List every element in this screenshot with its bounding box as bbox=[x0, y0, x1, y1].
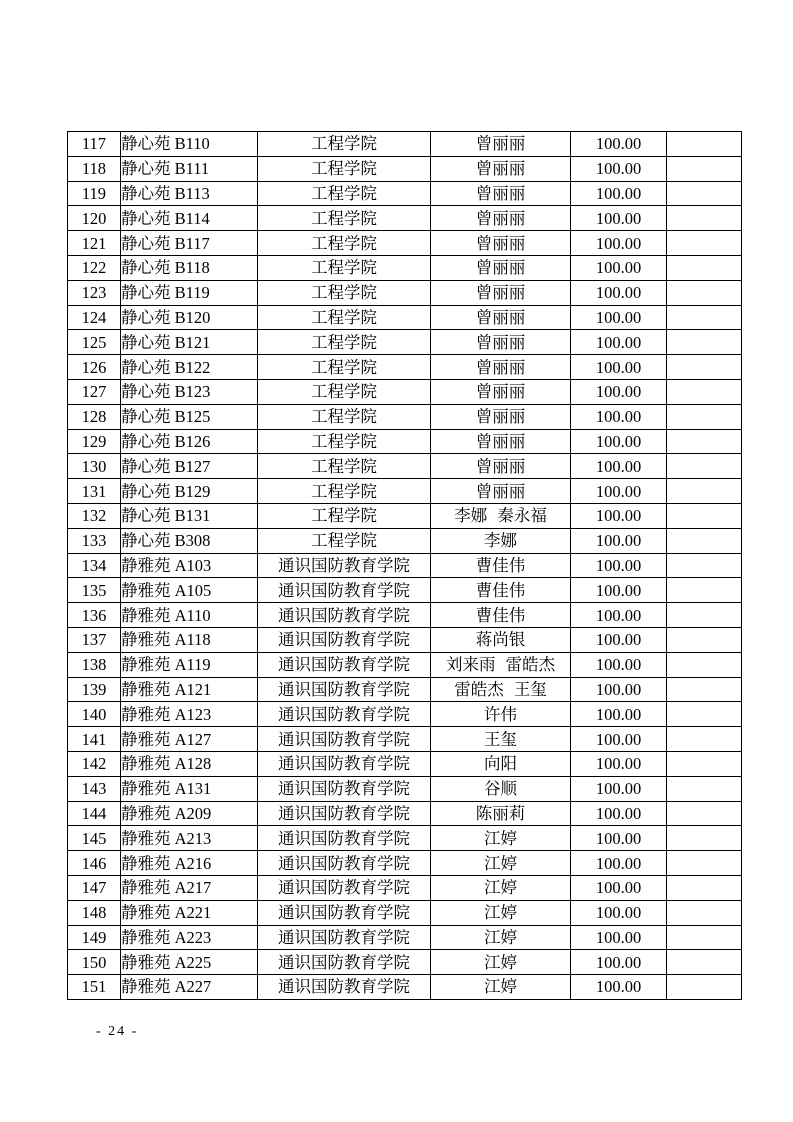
note-cell bbox=[667, 776, 742, 801]
person-cell: 曾丽丽 bbox=[431, 330, 571, 355]
room-cell: 静雅苑 A213 bbox=[121, 826, 258, 851]
row-number: 132 bbox=[68, 503, 121, 528]
table-row bbox=[68, 975, 742, 1000]
table-row bbox=[68, 826, 742, 851]
room-cell: 静心苑 B123 bbox=[121, 379, 258, 404]
row-number: 141 bbox=[68, 727, 121, 752]
row-number: 131 bbox=[68, 479, 121, 504]
room-cell: 静雅苑 A209 bbox=[121, 801, 258, 826]
score-cell: 100.00 bbox=[571, 330, 667, 355]
room-cell: 静心苑 B127 bbox=[121, 454, 258, 479]
row-number: 144 bbox=[68, 801, 121, 826]
person-cell: 曾丽丽 bbox=[431, 280, 571, 305]
table-row bbox=[68, 231, 742, 256]
room-cell: 静雅苑 A225 bbox=[121, 950, 258, 975]
person-cell: 向阳 bbox=[431, 751, 571, 776]
table-row bbox=[68, 776, 742, 801]
row-number: 151 bbox=[68, 975, 121, 1000]
person-cell: 李娜 秦永福 bbox=[431, 503, 571, 528]
table-row bbox=[68, 156, 742, 181]
room-cell: 静雅苑 A227 bbox=[121, 975, 258, 1000]
college-cell: 通识国防教育学院 bbox=[258, 776, 431, 801]
note-cell bbox=[667, 181, 742, 206]
note-cell bbox=[667, 975, 742, 1000]
score-cell: 100.00 bbox=[571, 826, 667, 851]
table-row bbox=[68, 181, 742, 206]
row-number: 128 bbox=[68, 404, 121, 429]
college-cell: 工程学院 bbox=[258, 503, 431, 528]
person-cell: 江婷 bbox=[431, 851, 571, 876]
college-cell: 工程学院 bbox=[258, 454, 431, 479]
person-cell: 江婷 bbox=[431, 826, 571, 851]
table-row bbox=[68, 925, 742, 950]
note-cell bbox=[667, 851, 742, 876]
table-row bbox=[68, 751, 742, 776]
college-cell: 工程学院 bbox=[258, 355, 431, 380]
score-cell: 100.00 bbox=[571, 132, 667, 157]
row-number: 146 bbox=[68, 851, 121, 876]
room-cell: 静心苑 B308 bbox=[121, 528, 258, 553]
table-row bbox=[68, 355, 742, 380]
room-cell: 静雅苑 A105 bbox=[121, 578, 258, 603]
college-cell: 通识国防教育学院 bbox=[258, 801, 431, 826]
person-cell: 雷皓杰 王玺 bbox=[431, 677, 571, 702]
score-cell: 100.00 bbox=[571, 503, 667, 528]
college-cell: 通识国防教育学院 bbox=[258, 603, 431, 628]
row-number: 127 bbox=[68, 379, 121, 404]
row-number: 120 bbox=[68, 206, 121, 231]
score-cell: 100.00 bbox=[571, 379, 667, 404]
row-number: 123 bbox=[68, 280, 121, 305]
college-cell: 工程学院 bbox=[258, 528, 431, 553]
person-cell: 江婷 bbox=[431, 950, 571, 975]
row-number: 122 bbox=[68, 255, 121, 280]
table-row bbox=[68, 603, 742, 628]
note-cell bbox=[667, 156, 742, 181]
note-cell bbox=[667, 603, 742, 628]
room-cell: 静心苑 B120 bbox=[121, 305, 258, 330]
score-cell: 100.00 bbox=[571, 255, 667, 280]
person-cell: 曾丽丽 bbox=[431, 156, 571, 181]
college-cell: 工程学院 bbox=[258, 429, 431, 454]
note-cell bbox=[667, 826, 742, 851]
table-row bbox=[68, 875, 742, 900]
note-cell bbox=[667, 727, 742, 752]
room-cell: 静心苑 B119 bbox=[121, 280, 258, 305]
dormitory-score-table bbox=[67, 131, 742, 1000]
room-cell: 静心苑 B126 bbox=[121, 429, 258, 454]
score-cell: 100.00 bbox=[571, 231, 667, 256]
person-cell: 江婷 bbox=[431, 925, 571, 950]
row-number: 133 bbox=[68, 528, 121, 553]
room-cell: 静心苑 B117 bbox=[121, 231, 258, 256]
college-cell: 通识国防教育学院 bbox=[258, 900, 431, 925]
row-number: 138 bbox=[68, 652, 121, 677]
room-cell: 静心苑 B114 bbox=[121, 206, 258, 231]
score-cell: 100.00 bbox=[571, 727, 667, 752]
college-cell: 通识国防教育学院 bbox=[258, 702, 431, 727]
note-cell bbox=[667, 702, 742, 727]
note-cell bbox=[667, 950, 742, 975]
table-row bbox=[68, 379, 742, 404]
row-number: 150 bbox=[68, 950, 121, 975]
note-cell bbox=[667, 875, 742, 900]
person-cell: 曾丽丽 bbox=[431, 479, 571, 504]
note-cell bbox=[667, 330, 742, 355]
page-number: - 24 - bbox=[96, 1024, 139, 1039]
score-cell: 100.00 bbox=[571, 875, 667, 900]
room-cell: 静雅苑 A217 bbox=[121, 875, 258, 900]
score-cell: 100.00 bbox=[571, 801, 667, 826]
table-row bbox=[68, 702, 742, 727]
table-row bbox=[68, 627, 742, 652]
score-cell: 100.00 bbox=[571, 454, 667, 479]
room-cell: 静雅苑 A123 bbox=[121, 702, 258, 727]
note-cell bbox=[667, 677, 742, 702]
score-cell: 100.00 bbox=[571, 528, 667, 553]
person-cell: 曾丽丽 bbox=[431, 429, 571, 454]
room-cell: 静心苑 B113 bbox=[121, 181, 258, 206]
table-row bbox=[68, 503, 742, 528]
row-number: 145 bbox=[68, 826, 121, 851]
person-cell: 曾丽丽 bbox=[431, 454, 571, 479]
score-cell: 100.00 bbox=[571, 404, 667, 429]
college-cell: 工程学院 bbox=[258, 305, 431, 330]
college-cell: 通识国防教育学院 bbox=[258, 851, 431, 876]
score-cell: 100.00 bbox=[571, 553, 667, 578]
score-cell: 100.00 bbox=[571, 479, 667, 504]
note-cell bbox=[667, 900, 742, 925]
college-cell: 通识国防教育学院 bbox=[258, 553, 431, 578]
row-number: 121 bbox=[68, 231, 121, 256]
table-row bbox=[68, 652, 742, 677]
table-row bbox=[68, 255, 742, 280]
note-cell bbox=[667, 231, 742, 256]
room-cell: 静心苑 B121 bbox=[121, 330, 258, 355]
table-row bbox=[68, 330, 742, 355]
score-cell: 100.00 bbox=[571, 280, 667, 305]
room-cell: 静雅苑 A223 bbox=[121, 925, 258, 950]
room-cell: 静心苑 B131 bbox=[121, 503, 258, 528]
row-number: 126 bbox=[68, 355, 121, 380]
person-cell: 许伟 bbox=[431, 702, 571, 727]
table-row bbox=[68, 305, 742, 330]
row-number: 124 bbox=[68, 305, 121, 330]
person-cell: 曾丽丽 bbox=[431, 305, 571, 330]
person-cell: 江婷 bbox=[431, 975, 571, 1000]
score-cell: 100.00 bbox=[571, 776, 667, 801]
college-cell: 通识国防教育学院 bbox=[258, 677, 431, 702]
row-number: 139 bbox=[68, 677, 121, 702]
note-cell bbox=[667, 801, 742, 826]
room-cell: 静雅苑 A221 bbox=[121, 900, 258, 925]
score-cell: 100.00 bbox=[571, 652, 667, 677]
room-cell: 静雅苑 A118 bbox=[121, 627, 258, 652]
row-number: 135 bbox=[68, 578, 121, 603]
note-cell bbox=[667, 751, 742, 776]
note-cell bbox=[667, 578, 742, 603]
person-cell: 谷顺 bbox=[431, 776, 571, 801]
note-cell bbox=[667, 404, 742, 429]
note-cell bbox=[667, 280, 742, 305]
score-cell: 100.00 bbox=[571, 206, 667, 231]
person-cell: 曾丽丽 bbox=[431, 181, 571, 206]
room-cell: 静雅苑 A131 bbox=[121, 776, 258, 801]
note-cell bbox=[667, 429, 742, 454]
score-cell: 100.00 bbox=[571, 751, 667, 776]
score-cell: 100.00 bbox=[571, 925, 667, 950]
score-cell: 100.00 bbox=[571, 305, 667, 330]
table-row bbox=[68, 528, 742, 553]
room-cell: 静雅苑 A128 bbox=[121, 751, 258, 776]
person-cell: 曹佳伟 bbox=[431, 553, 571, 578]
room-cell: 静心苑 B110 bbox=[121, 132, 258, 157]
college-cell: 工程学院 bbox=[258, 379, 431, 404]
person-cell: 曾丽丽 bbox=[431, 379, 571, 404]
table-row bbox=[68, 801, 742, 826]
college-cell: 通识国防教育学院 bbox=[258, 727, 431, 752]
row-number: 118 bbox=[68, 156, 121, 181]
row-number: 148 bbox=[68, 900, 121, 925]
person-cell: 曹佳伟 bbox=[431, 603, 571, 628]
row-number: 125 bbox=[68, 330, 121, 355]
table-row bbox=[68, 404, 742, 429]
room-cell: 静雅苑 A119 bbox=[121, 652, 258, 677]
row-number: 129 bbox=[68, 429, 121, 454]
college-cell: 工程学院 bbox=[258, 156, 431, 181]
note-cell bbox=[667, 627, 742, 652]
score-cell: 100.00 bbox=[571, 900, 667, 925]
table-row bbox=[68, 851, 742, 876]
row-number: 117 bbox=[68, 132, 121, 157]
score-cell: 100.00 bbox=[571, 627, 667, 652]
table-row bbox=[68, 206, 742, 231]
row-number: 147 bbox=[68, 875, 121, 900]
room-cell: 静雅苑 A121 bbox=[121, 677, 258, 702]
table-row bbox=[68, 900, 742, 925]
person-cell: 曾丽丽 bbox=[431, 206, 571, 231]
college-cell: 通识国防教育学院 bbox=[258, 875, 431, 900]
room-cell: 静心苑 B122 bbox=[121, 355, 258, 380]
row-number: 149 bbox=[68, 925, 121, 950]
table-row bbox=[68, 578, 742, 603]
row-number: 136 bbox=[68, 603, 121, 628]
score-cell: 100.00 bbox=[571, 702, 667, 727]
score-cell: 100.00 bbox=[571, 677, 667, 702]
person-cell: 曾丽丽 bbox=[431, 404, 571, 429]
note-cell bbox=[667, 503, 742, 528]
room-cell: 静心苑 B125 bbox=[121, 404, 258, 429]
note-cell bbox=[667, 454, 742, 479]
person-cell: 曾丽丽 bbox=[431, 231, 571, 256]
college-cell: 工程学院 bbox=[258, 206, 431, 231]
row-number: 130 bbox=[68, 454, 121, 479]
table-row bbox=[68, 132, 742, 157]
person-cell: 李娜 bbox=[431, 528, 571, 553]
table-row bbox=[68, 677, 742, 702]
table-row bbox=[68, 454, 742, 479]
row-number: 119 bbox=[68, 181, 121, 206]
score-cell: 100.00 bbox=[571, 603, 667, 628]
person-cell: 曾丽丽 bbox=[431, 255, 571, 280]
note-cell bbox=[667, 925, 742, 950]
college-cell: 通识国防教育学院 bbox=[258, 751, 431, 776]
room-cell: 静雅苑 A216 bbox=[121, 851, 258, 876]
table-body bbox=[68, 132, 742, 1000]
note-cell bbox=[667, 553, 742, 578]
person-cell: 江婷 bbox=[431, 875, 571, 900]
person-cell: 刘来雨 雷皓杰 bbox=[431, 652, 571, 677]
note-cell bbox=[667, 132, 742, 157]
table-row bbox=[68, 479, 742, 504]
score-cell: 100.00 bbox=[571, 975, 667, 1000]
table-row bbox=[68, 950, 742, 975]
college-cell: 工程学院 bbox=[258, 404, 431, 429]
note-cell bbox=[667, 206, 742, 231]
table-row bbox=[68, 727, 742, 752]
score-cell: 100.00 bbox=[571, 578, 667, 603]
college-cell: 通识国防教育学院 bbox=[258, 578, 431, 603]
college-cell: 工程学院 bbox=[258, 479, 431, 504]
table-row bbox=[68, 553, 742, 578]
college-cell: 通识国防教育学院 bbox=[258, 925, 431, 950]
row-number: 142 bbox=[68, 751, 121, 776]
person-cell: 蒋尚银 bbox=[431, 627, 571, 652]
room-cell: 静心苑 B118 bbox=[121, 255, 258, 280]
note-cell bbox=[667, 652, 742, 677]
note-cell bbox=[667, 528, 742, 553]
person-cell: 曾丽丽 bbox=[431, 355, 571, 380]
room-cell: 静雅苑 A103 bbox=[121, 553, 258, 578]
college-cell: 通识国防教育学院 bbox=[258, 826, 431, 851]
note-cell bbox=[667, 255, 742, 280]
note-cell bbox=[667, 379, 742, 404]
row-number: 140 bbox=[68, 702, 121, 727]
person-cell: 曾丽丽 bbox=[431, 132, 571, 157]
college-cell: 工程学院 bbox=[258, 255, 431, 280]
score-cell: 100.00 bbox=[571, 156, 667, 181]
score-cell: 100.00 bbox=[571, 950, 667, 975]
college-cell: 工程学院 bbox=[258, 132, 431, 157]
table-row bbox=[68, 429, 742, 454]
table-row bbox=[68, 280, 742, 305]
row-number: 143 bbox=[68, 776, 121, 801]
college-cell: 通识国防教育学院 bbox=[258, 950, 431, 975]
score-cell: 100.00 bbox=[571, 181, 667, 206]
row-number: 137 bbox=[68, 627, 121, 652]
score-cell: 100.00 bbox=[571, 851, 667, 876]
score-cell: 100.00 bbox=[571, 429, 667, 454]
college-cell: 工程学院 bbox=[258, 330, 431, 355]
note-cell bbox=[667, 355, 742, 380]
person-cell: 江婷 bbox=[431, 900, 571, 925]
row-number: 134 bbox=[68, 553, 121, 578]
college-cell: 工程学院 bbox=[258, 181, 431, 206]
college-cell: 通识国防教育学院 bbox=[258, 975, 431, 1000]
college-cell: 通识国防教育学院 bbox=[258, 627, 431, 652]
person-cell: 曹佳伟 bbox=[431, 578, 571, 603]
person-cell: 王玺 bbox=[431, 727, 571, 752]
college-cell: 工程学院 bbox=[258, 280, 431, 305]
person-cell: 陈丽莉 bbox=[431, 801, 571, 826]
room-cell: 静心苑 B129 bbox=[121, 479, 258, 504]
score-cell: 100.00 bbox=[571, 355, 667, 380]
room-cell: 静心苑 B111 bbox=[121, 156, 258, 181]
room-cell: 静雅苑 A110 bbox=[121, 603, 258, 628]
college-cell: 通识国防教育学院 bbox=[258, 652, 431, 677]
room-cell: 静雅苑 A127 bbox=[121, 727, 258, 752]
note-cell bbox=[667, 479, 742, 504]
college-cell: 工程学院 bbox=[258, 231, 431, 256]
note-cell bbox=[667, 305, 742, 330]
